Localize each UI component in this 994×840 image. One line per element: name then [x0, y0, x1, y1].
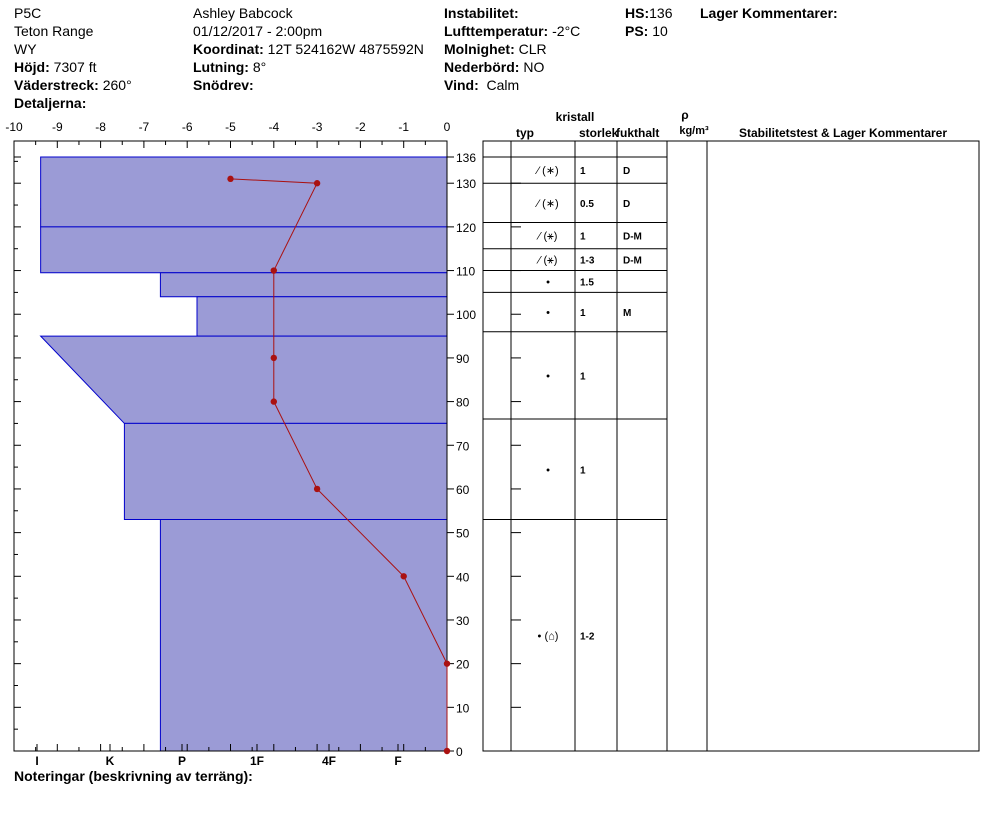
- elevation-label: Höjd:: [14, 59, 50, 75]
- density-symbol: ρ: [681, 108, 689, 122]
- height-tick-label: 30: [456, 613, 470, 628]
- temperature-point: [401, 573, 407, 579]
- temp-tick-label: -6: [181, 120, 193, 134]
- sky-label: Molnighet:: [444, 41, 515, 57]
- layer-moisture: D-M: [623, 255, 642, 267]
- temp-tick-label: 0: [443, 120, 451, 134]
- drift-label: Snödrev:: [193, 77, 254, 93]
- type-header: typ: [516, 126, 534, 140]
- aspect-value: 260°: [102, 77, 132, 93]
- slope-label: Lutning:: [193, 59, 249, 75]
- height-tick-label: 40: [456, 570, 470, 585]
- layer-grain-type: • (⌂): [537, 630, 559, 643]
- moisture-header: fukthalt: [616, 126, 660, 140]
- hs-label: HS:: [625, 5, 650, 21]
- height-tick-label: 120: [456, 220, 477, 235]
- layer-moisture: D: [623, 166, 631, 178]
- layer-comments-label: Lager Kommentarer:: [700, 5, 838, 21]
- layer-grain-size: 1.5: [580, 277, 594, 289]
- temp-tick-label: -2: [355, 120, 366, 134]
- temperature-point: [314, 486, 320, 492]
- wind-label: Vind:: [444, 77, 479, 93]
- temperature-point: [444, 748, 450, 754]
- height-tick-label: 10: [456, 701, 470, 716]
- temp-tick-label: -4: [268, 120, 280, 134]
- hardness-bar: [160, 520, 447, 751]
- height-tick-label: 100: [456, 308, 477, 323]
- layer-grain-type: ⁄ (⚹): [538, 254, 558, 267]
- layer-moisture: D: [623, 198, 631, 210]
- height-tick-label: 70: [456, 439, 470, 454]
- density-unit: kg/m³: [679, 125, 709, 137]
- hardness-bar: [41, 157, 447, 227]
- height-tick-label: 60: [456, 482, 470, 497]
- temp-tick-label: -8: [95, 120, 106, 134]
- notes-label: Noteringar (beskrivning av terräng):: [14, 768, 253, 784]
- size-header: storlek: [579, 126, 619, 140]
- hardness-tick-label: I: [35, 754, 39, 768]
- layer-grain-size: 1-3: [580, 255, 595, 267]
- layer-grain-size: 1: [580, 231, 586, 243]
- temperature-point: [271, 398, 277, 404]
- temp-tick-label: -9: [51, 120, 63, 134]
- instability-label: Instabilitet:: [444, 5, 519, 21]
- comments-header: Stabilitetstest & Lager Kommentarer: [738, 126, 948, 140]
- temperature-point: [314, 180, 320, 186]
- precip-label: Nederbörd:: [444, 59, 520, 75]
- height-tick-label: 130: [456, 177, 477, 192]
- ps-value: 10: [652, 23, 668, 39]
- layer-grain-size: 1: [580, 166, 586, 178]
- temp-tick-label: -10: [5, 120, 23, 134]
- hardness-bar: [41, 336, 447, 423]
- layer-grain-type: •: [546, 276, 550, 289]
- ps-label: PS:: [625, 23, 649, 39]
- height-tick-label: 80: [456, 395, 470, 410]
- hardness-tick-label: 4F: [321, 754, 337, 768]
- temperature-point: [227, 176, 233, 182]
- temperature-point: [444, 660, 450, 666]
- state-name: WY: [14, 41, 37, 57]
- height-tick-label: 20: [456, 657, 470, 672]
- height-tick-label: 136: [456, 151, 477, 165]
- temperature-point: [271, 267, 277, 273]
- layer-grain-type: ⁄ (⚹): [538, 230, 558, 243]
- site-name: P5C: [14, 5, 42, 21]
- layer-grain-size: 0.5: [580, 198, 594, 210]
- range-name: Teton Range: [14, 23, 94, 39]
- hardness-tick-label: F: [394, 754, 402, 768]
- height-tick-label: 50: [456, 526, 470, 541]
- hs-value: 136: [649, 5, 673, 21]
- layer-grain-size: 1-2: [580, 631, 595, 643]
- coord-label: Koordinat:: [193, 41, 264, 57]
- coord-value: 12T 524162W 4875592N: [267, 41, 424, 57]
- layer-moisture: M: [623, 308, 632, 320]
- layer-grain-size: 1: [580, 308, 586, 320]
- airtemp-value: -2°C: [552, 23, 581, 39]
- layer-grain-size: 1: [580, 465, 586, 477]
- layer-grain-type: ⁄ (∗): [537, 197, 559, 210]
- sky-value: CLR: [518, 41, 547, 57]
- hardness-tick-label: P: [177, 754, 187, 768]
- temperature-point: [271, 355, 277, 361]
- hardness-bar: [124, 423, 447, 519]
- hardness-bar: [197, 297, 447, 336]
- crystal-header: kristall: [555, 110, 595, 124]
- hardness-tick-label: K: [105, 754, 115, 768]
- layer-grain-type: ⁄ (∗): [537, 165, 559, 178]
- datetime: 01/12/2017 - 2:00pm: [193, 23, 323, 39]
- height-tick-label: 90: [456, 351, 470, 366]
- aspect-label: Väderstreck:: [14, 77, 99, 93]
- precip-value: NO: [523, 59, 545, 75]
- layer-grain-type: •: [546, 464, 550, 477]
- hardness-tick-label: 1F: [249, 754, 265, 768]
- height-tick-label: 110: [456, 264, 476, 279]
- layer-grain-size: 1: [580, 371, 586, 383]
- layer-moisture: D-M: [623, 231, 642, 243]
- hardness-bar: [41, 227, 447, 273]
- wind-value: Calm: [486, 77, 520, 93]
- observer: Ashley Babcock: [193, 5, 293, 21]
- temp-tick-label: -3: [311, 120, 323, 134]
- height-tick-label: 0: [456, 745, 463, 759]
- temp-tick-label: -7: [138, 120, 150, 134]
- temp-tick-label: -1: [398, 120, 410, 134]
- slope-value: 8°: [252, 59, 267, 75]
- details-label: Detaljerna:: [14, 95, 87, 111]
- airtemp-label: Lufttemperatur:: [444, 23, 549, 39]
- elevation-value: 7307 ft: [53, 59, 97, 75]
- layer-grain-type: •: [546, 307, 550, 320]
- temp-tick-label: -5: [225, 120, 236, 134]
- hardness-bar: [160, 273, 447, 297]
- layer-grain-type: •: [546, 370, 550, 383]
